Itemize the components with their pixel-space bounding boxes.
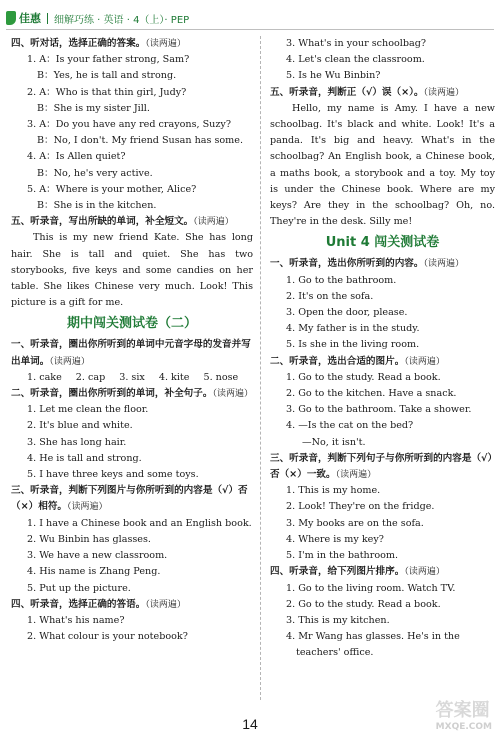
section-heading: 一、听录音，选出你所听到的内容。（读两遍） [270,258,465,270]
list-item: 1. Go to the living room. Watch TV. [286,582,456,594]
list-item: 4. He is tall and strong. [27,452,142,464]
list-item: 2. Look! They're on the fridge. [286,501,435,513]
list-item: 5. I'm in the bathroom. [286,550,399,562]
list-item: 3. This is my kitchen. [286,614,390,626]
section-heading: 一、听录音，圈出你所听到的单词中元音字母的发音并写出单词。（读两遍） [11,339,251,367]
section-heading: 二、听录音，圈出你所听到的单词，补全句子。（读两遍） [11,388,253,400]
list-item: 4. Let's clean the classroom. [286,54,425,66]
word: 4. kite [158,371,190,383]
list-item: 5. A：Where is your mother, Alice? [27,183,197,195]
word: 5. nose [203,371,239,383]
list-item: 1. Go to the study. Read a book. [286,371,441,383]
section-heading: 五、听录音，写出所缺的单词，补全短文。（读两遍） [11,216,234,228]
section-heading: 三、听录音，判断下列图片与你所听到的内容是（√）否（×）相符。（读两遍） [11,485,248,513]
header-divider [47,13,48,24]
list-item: 3. My books are on the sofa. [286,517,424,529]
section-heading: 四、听录音，选择正确的答语。（读两遍） [11,598,186,610]
column-divider [260,36,261,700]
list-item: 3. A：Do you have any red crayons, Suzy? [27,119,231,131]
list-item: 4. Mr Wang has glasses. He's in the teachers' office. [286,631,460,659]
list-item: 3. Open the door, please. [286,307,408,319]
list-item: 3. She has long hair. [27,436,127,448]
passage: This is my new friend Kate. She has long hair. She is tall and quiet. She has two storybooks, five keys and some candies on her table. She likes Chinese very much. Look! This picture is a gift for me. [11,232,253,309]
list-item: 5. Is he Wu Binbin? [286,70,381,82]
right-column [270,36,495,662]
brand-logo [6,10,41,26]
page-header [6,8,189,28]
watermark-main: 答案圈 [435,700,490,721]
list-item: 1. Let me clean the floor. [27,404,149,416]
list-item: 2. Go to the study. Read a book. [286,598,441,610]
test-title: 期中闯关测试卷（二） [66,316,197,332]
section-heading: 三、听录音，判断下列句子与你所听到的内容是（√）否（×）一致。（读两遍） [270,452,493,481]
list-item: 4. A：Is Allen quiet? [27,151,126,163]
list-item: 5. I have three keys and some toys. [27,469,199,481]
list-item: 1. A：Is your father strong, Sam? [27,54,190,66]
watermark-sub: MXQE.COM [435,722,492,732]
list-item: 4. My father is in the study. [286,323,420,335]
list-item: 3. What's in your schoolbag? [286,38,426,49]
list-item: —No, it isn't. [302,436,366,448]
list-item: 1. What's his name? [27,614,125,626]
section-heading: 二、听录音，选出合适的图片。（读两遍） [270,355,445,367]
list-item: 2. Go to the kitchen. Have a snack. [286,388,457,400]
list-item: 3. Go to the bathroom. Take a shower. [286,404,472,416]
list-item: 2. It's on the sofa. [286,290,374,302]
list-item: B：She is in the kitchen. [37,200,157,212]
section-heading: 五、听录音，判断正（√）误（×）。（读两遍） [270,86,465,98]
word: 2. cap [75,371,106,383]
list-item: 5. Is she in the living room. [286,339,420,351]
test-title: Unit 4 闯关测试卷 [325,235,440,251]
passage: Hello, my name is Amy. I have a new schoolbag. It's black and white. Look! It's a panda. It's big and heavy. What's in the schoolbag? An English book, a Chinese book, a maths book, a storybook and a toy. My toy is under the Chinese book. Where are my keys? Are they in the schoolbag? Oh, no. They're in the desk. Silly me! [270,102,495,228]
list-item: 4. His name is Zhang Peng. [27,566,161,578]
list-item: 1. Go to the bathroom. [286,274,397,286]
page-number: 14 [242,716,258,732]
list-item: 5. Put up the picture. [27,582,131,594]
list-item: 2. Wu Binbin has glasses. [27,533,151,545]
list-item: 4. Where is my key? [286,533,384,545]
list-item: 3. We have a new classroom. [27,550,168,562]
list-item: 1. This is my home. [286,485,381,497]
word: 1. cake [27,371,62,383]
list-item: 4. —Is the cat on the bed? [286,420,414,432]
word: 3. six [119,371,145,383]
brand-name: 佳惠 [19,12,41,25]
list-item: 2. It's blue and white. [27,420,133,432]
leaf-icon [6,11,16,25]
list-item: B：No, he's very active. [37,167,153,179]
book-title: 细解巧练 · 英语 · 4（上）· PEP [54,14,190,26]
list-item: 2. A：Who is that thin girl, Judy? [27,86,187,98]
list-item: 1. I have a Chinese book and an English book. [27,517,252,529]
header-rule [6,29,494,30]
list-item: B：She is my sister Jill. [37,102,150,114]
section-heading: 四、听录音，给下列图片排序。（读两遍） [270,566,445,578]
watermark [436,696,492,732]
list-item: B：No, I don't. My friend Susan has some. [37,135,244,147]
list-item: 2. What colour is your notebook? [27,631,188,643]
left-column [11,36,253,645]
list-item: B：Yes, he is tall and strong. [37,70,177,82]
word-row [11,370,253,386]
section-heading: 四、听对话，选择正确的答案。（读两遍） [11,38,186,49]
